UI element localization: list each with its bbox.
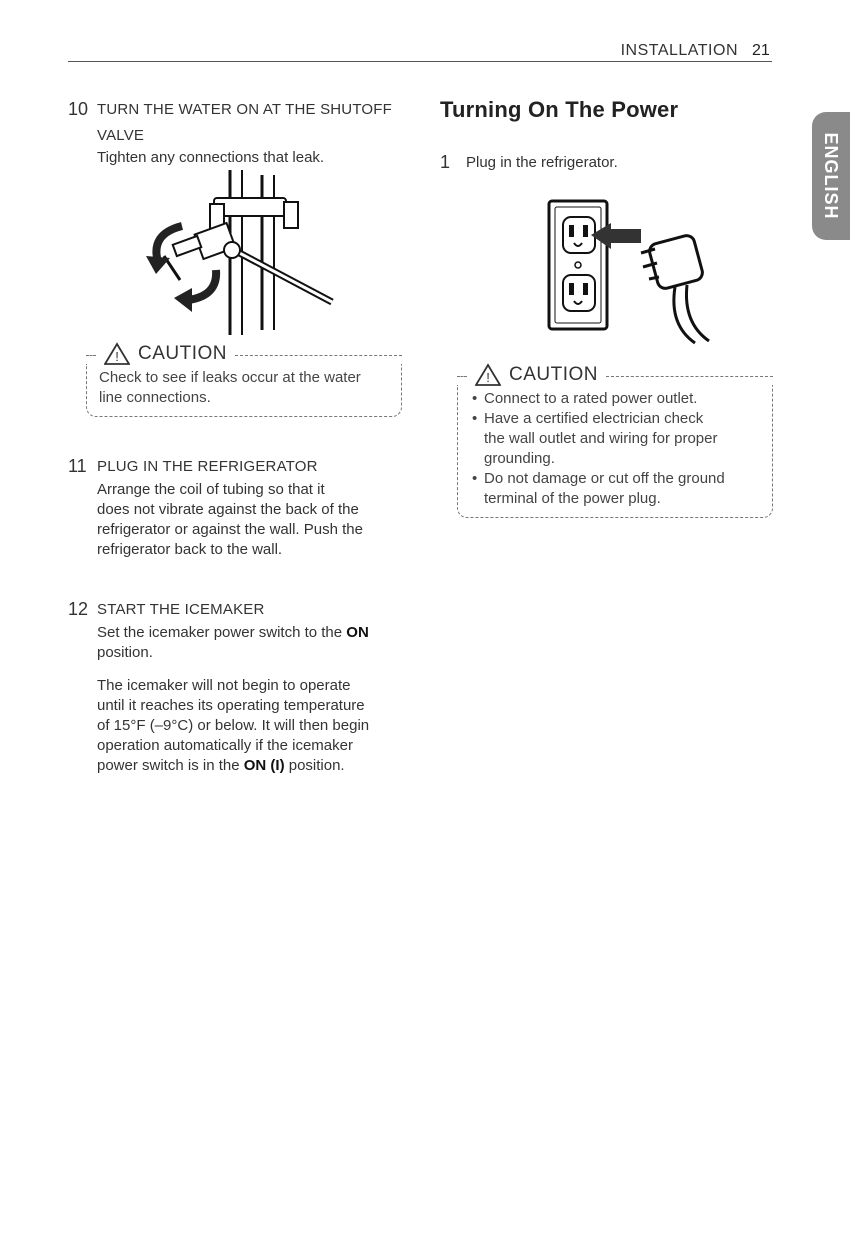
power-step-1-text: Plug in the refrigerator. [466, 154, 618, 171]
step-12-p2-line: of 15°F (–9°C) or below. It will then begin [97, 717, 370, 734]
caution-2-bullet: • Do not damage or cut off the ground terminal of the power plug. [470, 469, 762, 509]
step-12-p1-line2: position. [97, 644, 153, 661]
step-12-p2-line: until it reaches its operating temperature [97, 697, 365, 714]
step-12-p2-line: The icemaker will not begin to operate [97, 677, 351, 694]
caution-2-bullet: • Connect to a rated power outlet. [470, 389, 762, 409]
step-12-title: START THE ICEMAKER [97, 601, 265, 618]
caution-1-line1: Check to see if leaks occur at the water [99, 369, 361, 386]
step-10-title-line2: VALVE [97, 127, 145, 144]
svg-text:!: ! [115, 349, 119, 364]
page-number: 21 [752, 42, 770, 59]
step-12-p2-last-before: power switch is in the [97, 757, 244, 774]
step-12-on-i-label: ON (I) [243, 757, 285, 774]
step-12-p1-text: Set the icemaker power switch to the [97, 624, 347, 641]
power-step-1-number: 1 [440, 152, 451, 172]
caution-2-header [457, 363, 773, 387]
step-12-p2-line: operation automatically if the icemaker [97, 737, 353, 754]
step-10-number: 10 [68, 99, 89, 119]
step-11-line: Arrange the coil of tubing so that it [97, 481, 325, 498]
step-10-text: Tighten any connections that leak. [97, 149, 325, 166]
step-11-line: refrigerator back to the wall. [97, 541, 283, 558]
language-tab-label: ENGLISH [821, 132, 841, 220]
step-11-line: refrigerator or against the wall. Push the [97, 521, 363, 538]
step-12-on-label: ON [346, 624, 369, 641]
caution-1-title: CAUTION [138, 343, 227, 364]
step-12-p2-last-after: position. [284, 757, 345, 774]
caution-box-1 [86, 342, 402, 417]
step-12-paragraph-2 [97, 676, 427, 776]
svg-text:!: ! [486, 370, 490, 385]
caution-2-title: CAUTION [509, 364, 598, 385]
caution-1-line2: line connections. [99, 389, 211, 406]
caution-1-header [86, 342, 402, 366]
warning-triangle-icon [104, 342, 130, 366]
caution-box-2 [457, 363, 773, 518]
step-10-title-line1: TURN THE WATER ON AT THE SHUTOFF [97, 101, 393, 118]
language-tab [812, 112, 850, 240]
section-title-power: Turning On The Power [440, 97, 679, 122]
header-rule [68, 61, 772, 62]
caution-2-bullet: • Have a certified electrician check the wall outlet and wiring for proper grounding. [470, 409, 762, 469]
header-section-title: INSTALLATION [620, 42, 738, 59]
step-11-number: 11 [68, 456, 87, 476]
step-12-number: 12 [68, 599, 89, 619]
step-11-line: does not vibrate against the back of the [97, 501, 359, 518]
power-outlet-illustration [545, 195, 720, 345]
step-11-title: PLUG IN THE REFRIGERATOR [97, 458, 318, 475]
warning-triangle-icon [475, 363, 501, 387]
caution-2-bullets [470, 389, 762, 509]
step-11-body [97, 480, 417, 560]
shutoff-valve-illustration [140, 170, 340, 340]
step-12-paragraph-1 [97, 623, 427, 663]
